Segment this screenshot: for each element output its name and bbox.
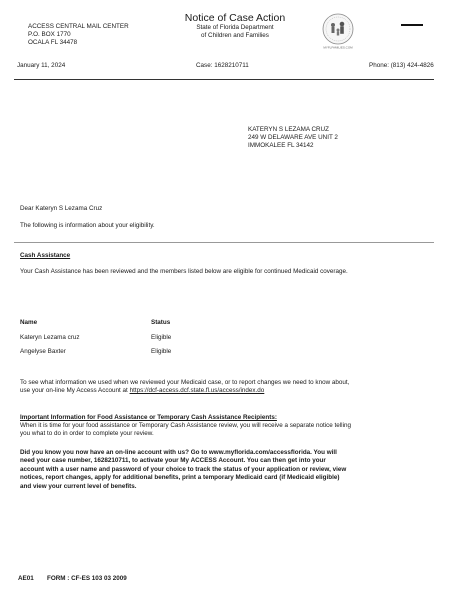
case-number: Case: 1628210711 [196, 62, 249, 69]
notice-title: Notice of Case Action [184, 12, 286, 24]
notice-header [160, 12, 310, 40]
section-divider [14, 242, 434, 243]
col-header-name: Name [20, 319, 38, 326]
member-name: Angelyse Baxter [20, 348, 66, 355]
review-line-2 [20, 387, 450, 395]
cash-body: Your Cash Assistance has been reviewed and the members listed below are eligible for continued Medicaid coverage. [20, 268, 348, 275]
sender-city: OCALA FL 34478 [28, 39, 78, 46]
sender-address [28, 23, 129, 47]
important-heading: Important Information for Food Assistance or Temporary Cash Assistance Recipients: [20, 414, 277, 421]
footer-code: AE01 [18, 575, 34, 582]
sender-box: P.O. BOX 1770 [28, 31, 71, 38]
intro-text: The following is information about your eligibility. [20, 222, 155, 229]
dept-line-1: State of Florida Department [196, 24, 274, 31]
recipient-address [248, 126, 338, 150]
dept-line-2: of Children and Families [201, 32, 269, 39]
sender-name: ACCESS CENTRAL MAIL CENTER [28, 23, 129, 30]
notice-date: January 11, 2024 [17, 62, 66, 69]
online-line-3: account with a user name and password of your choice to track the status of your application or review, view [20, 465, 347, 473]
review-paragraph [20, 379, 450, 395]
phone-number: Phone: (813) 424-4826 [369, 62, 434, 69]
access-link[interactable]: https://dcf-access.dcf.state.fl.us/access/index.do [129, 387, 265, 394]
member-status: Eligible [151, 348, 172, 355]
important-line-1: When it is time for your food assistance or Temporary Cash Assistance review, you will receive a separate notice telling [20, 422, 351, 429]
col-header-status: Status [151, 319, 171, 326]
online-line-1: Did you know you now have an on-line account with us? Go to www.myflorida.com/accessflorida. You will [20, 449, 337, 456]
footer-form: FORM : CF-ES 103 03 2009 [47, 575, 127, 582]
recipient-street: 249 W DELAWARE AVE UNIT 2 [248, 134, 338, 141]
online-account-paragraph [20, 449, 450, 491]
state-seal-logo [318, 11, 358, 51]
important-info [20, 414, 450, 438]
review-line-2-prefix: use your on-line My Access Account at [20, 387, 130, 394]
review-line-1: To see what information we used when we reviewed your Medicaid case, or to report changes we need to know about, [20, 379, 350, 386]
recipient-city: IMMOKALEE FL 34142 [248, 142, 314, 149]
important-line-2: you what to do in order to complete your review. [20, 430, 154, 437]
online-line-4: notices, report changes, apply for additional benefits, print a temporary Medicaid card (if Medicaid eligible) [20, 474, 340, 482]
cash-heading: Cash Assistance [20, 252, 71, 259]
member-name: Kateryn Lezama cruz [20, 334, 80, 341]
recipient-name: KATERYN S LEZAMA CRUZ [248, 126, 329, 133]
seal-caption: MYFLFAMILIES.COM [323, 45, 353, 50]
online-line-5: and view your current level of benefits. [20, 482, 137, 490]
member-status: Eligible [151, 334, 172, 341]
greeting: Dear Kateryn S Lezama Cruz [20, 205, 103, 212]
online-line-2: need your case number, 1628210711, to activate your My ACCESS Account. You can then get into your [20, 457, 326, 465]
header-divider [14, 79, 434, 80]
header-dash-mark [401, 24, 423, 26]
